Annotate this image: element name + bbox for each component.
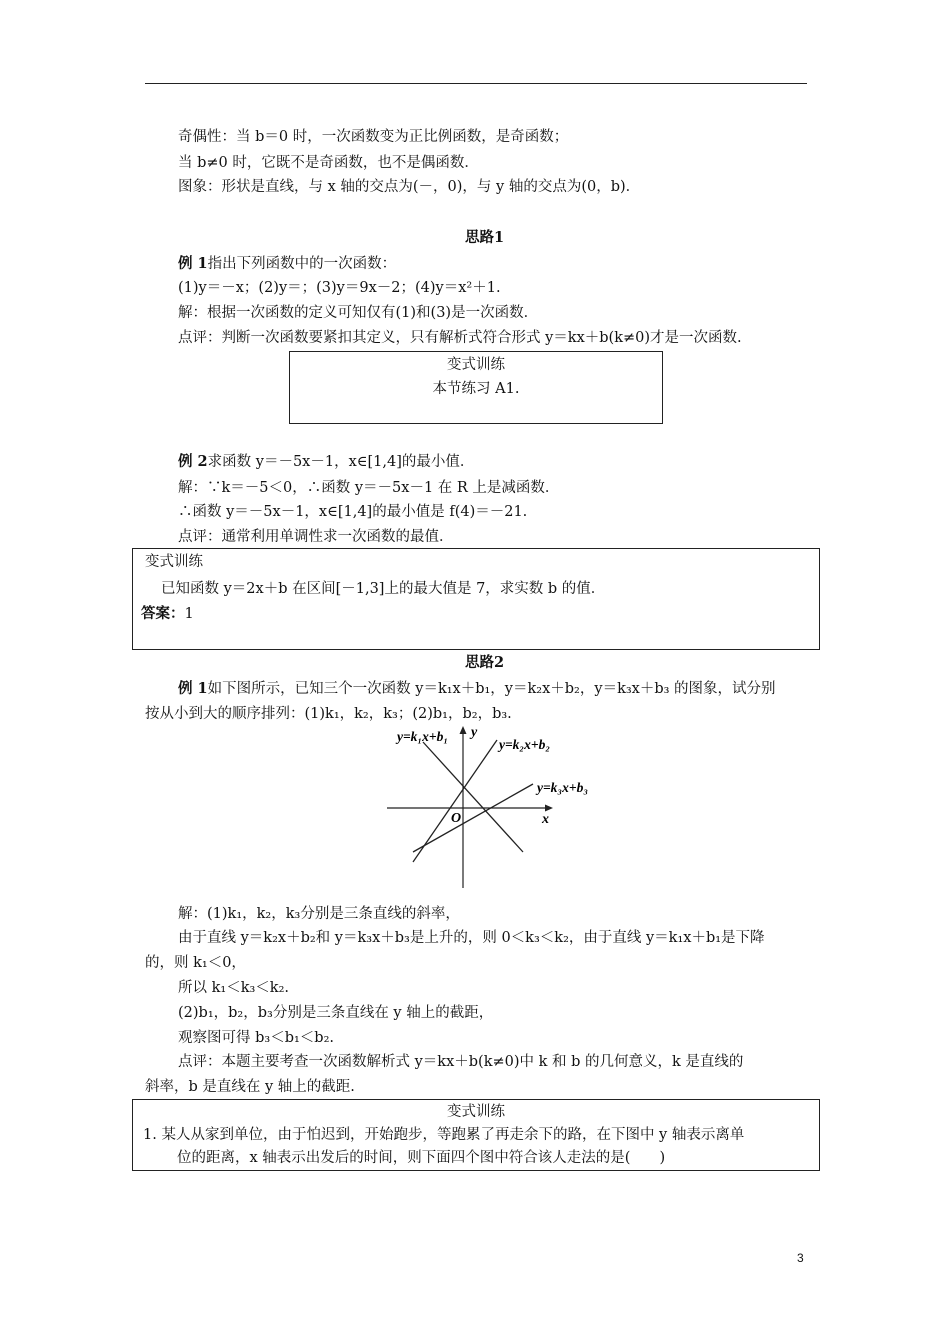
origin-label: O [451,811,462,826]
exercise-box [132,1099,820,1171]
example-question [178,254,396,274]
label-line-2: y=k₂x+b₂ [499,737,551,752]
solution-text: ∴函数 y＝－5x－1，x∈[1,4]的最小值是 f(4)＝－21. [178,504,528,520]
solution-text: 所以 k₁＜k₃＜k₂. [178,980,290,996]
exercise-box [289,351,663,424]
x-axis-arrow [545,805,553,812]
header-rule [145,83,807,84]
example-text: 如下图所示，已知三个一次函数 y＝k₁x＋b₁，y＝k₂x＋b₂，y＝k₃x＋b₃ 的图象，试分别 [207,681,776,697]
label-line-3: y=k₃x+b₃ [537,780,589,795]
comment-text: 斜率，b 是直线在 y 轴上的截距. [145,1079,355,1095]
exercise-title: 变式训练 [145,554,203,570]
axis-x-label: x [542,812,549,827]
text-line: 当 b≠0 时，它既不是奇函数，也不是偶函数． [178,155,479,171]
axis-y-label: y [471,725,478,740]
answer-line [141,604,194,624]
example-label: 例 1 [178,680,208,697]
line-k1 [423,742,523,852]
solution-text: (2)b₁，b₂，b₃分别是三条直线在 y 轴上的截距， [178,1005,494,1021]
answer-label: 答案： [141,605,185,622]
line-k2 [413,740,497,862]
example-text: 求函数 y＝－5x－1，x∈[1,4]的最小值． [207,454,475,470]
solution-text: 由于直线 y＝k₂x＋b₂和 y＝k₃x＋b₃是上升的，则 0＜k₃＜k₂，由于直线 y＝k₁x＋b₁是下降 [178,930,765,946]
y-axis-arrow [460,726,467,734]
solution-text: 解：根据一次函数的定义可知仅有(1)和(3)是一次函数． [178,305,539,321]
solution-text: 解：∵k＝－5＜0，∴函数 y＝－5x－1 在 R 上是减函数． [178,480,560,496]
section-title: 思路1 [465,229,505,246]
example-question [178,452,474,472]
section-title: 思路2 [465,654,505,671]
exercise-title: 变式训练 [447,357,505,373]
example-label: 例 2 [178,453,208,470]
comment-text: 点评：判断一次函数要紧扣其定义，只有解析式符合形式 y＝kx＋b(k≠0)才是一次函数. [178,330,742,346]
exercise-box [132,548,820,650]
text-line: 奇偶性：当 b＝0 时，一次函数变为正比例函数，是奇函数； [178,129,569,145]
label-line-1: y=k₁x+b₁ [397,729,449,744]
example-label: 例 1 [178,255,208,272]
exercise-title: 变式训练 [447,1104,505,1120]
text-line: 图象：形状是直线，与 x 轴的交点为(－，0)，与 y 轴的交点为(0，b)． [178,179,641,195]
solution-text: 的，则 k₁＜0， [145,955,246,971]
answer-value: 1 [184,606,194,622]
exercise-content: 1. 某人从家到单位，由于怕迟到，开始跑步，等跑累了再走余下的路，在下图中 y 轴表示离单 [143,1127,745,1143]
exercise-content: 已知函数 y＝2x＋b 在区间[－1,3]上的最大值是 7，求实数 b 的值． [161,581,606,597]
solution-text: 解：(1)k₁，k₂，k₃分别是三条直线的斜率， [178,906,460,922]
exercise-content: 本节练习 A1. [432,381,520,397]
exercise-content: 位的距离，x 轴表示出发后的时间，则下面四个图中符合该人走法的是( ) [177,1150,666,1166]
page-number: 3 [797,1251,804,1265]
linear-functions-figure [385,722,600,890]
comment-text: 点评：通常利用单调性求一次函数的最值． [178,529,454,545]
solution-text: 观察图可得 b₃＜b₁＜b₂. [178,1030,335,1046]
comment-text: 点评：本题主要考查一次函数解析式 y＝kx＋b(k≠0)中 k 和 b 的几何意义，k 是直线的 [178,1054,744,1070]
example-question [178,679,776,699]
example-text: 指出下列函数中的一次函数： [207,256,397,272]
example-question-cont: 按从小到大的顺序排列：(1)k₁，k₂，k₃；(2)b₁，b₂，b₃. [145,706,512,722]
line-k3 [413,784,533,852]
example-options: (1)y＝－x；(2)y＝；(3)y＝9x－2；(4)y＝x²＋1. [178,280,501,296]
